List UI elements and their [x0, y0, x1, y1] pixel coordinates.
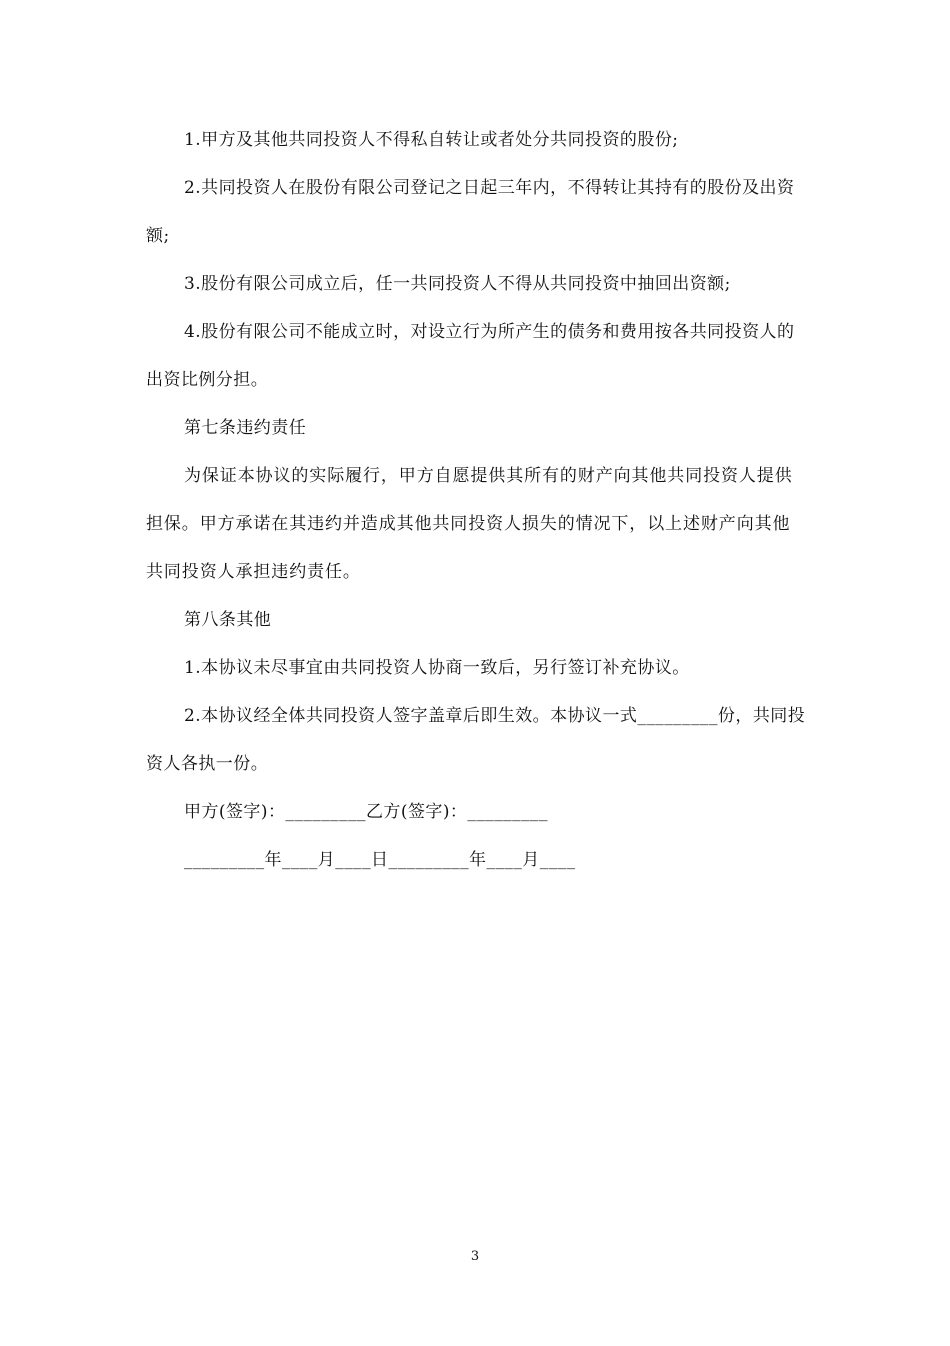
article-7-heading: 第七条违约责任	[184, 418, 307, 438]
date-line: _________年____月____日_________年____月____	[184, 850, 576, 870]
clause-item-3: 3.股份有限公司成立后，任一共同投资人不得从共同投资中抽回出资额;	[184, 274, 731, 294]
clause-item-1: 1.甲方及其他共同投资人不得私自转让或者处分共同投资的股份;	[184, 130, 679, 150]
article-8-item-1: 1.本协议未尽事宜由共同投资人协商一致后，另行签订补充协议。	[184, 658, 690, 678]
clause-item-2: 2.共同投资人在股份有限公司登记之日起三年内，不得转让其持有的股份及出资额;	[146, 178, 795, 246]
clause-item-4: 4.股份有限公司不能成立时，对设立行为所产生的债务和费用按各共同投资人的出资比例分担。	[146, 322, 795, 390]
article-8-item-2: 2.本协议经全体共同投资人签字盖章后即生效。本协议一式_________份，共同投资人各执一份。	[146, 706, 806, 774]
article-8-heading: 第八条其他	[184, 610, 272, 630]
document-body	[146, 116, 806, 884]
page-number: 3	[470, 1249, 480, 1264]
article-7-text: 为保证本协议的实际履行，甲方自愿提供其所有的财产向其他共同投资人提供担保。甲方承诺在其违约并造成其他共同投资人损失的情况下，以上述财产向其他共同投资人承担违约责任。	[146, 466, 793, 582]
signature-line: 甲方(签字)：_________乙方(签字)：_________	[184, 802, 548, 822]
